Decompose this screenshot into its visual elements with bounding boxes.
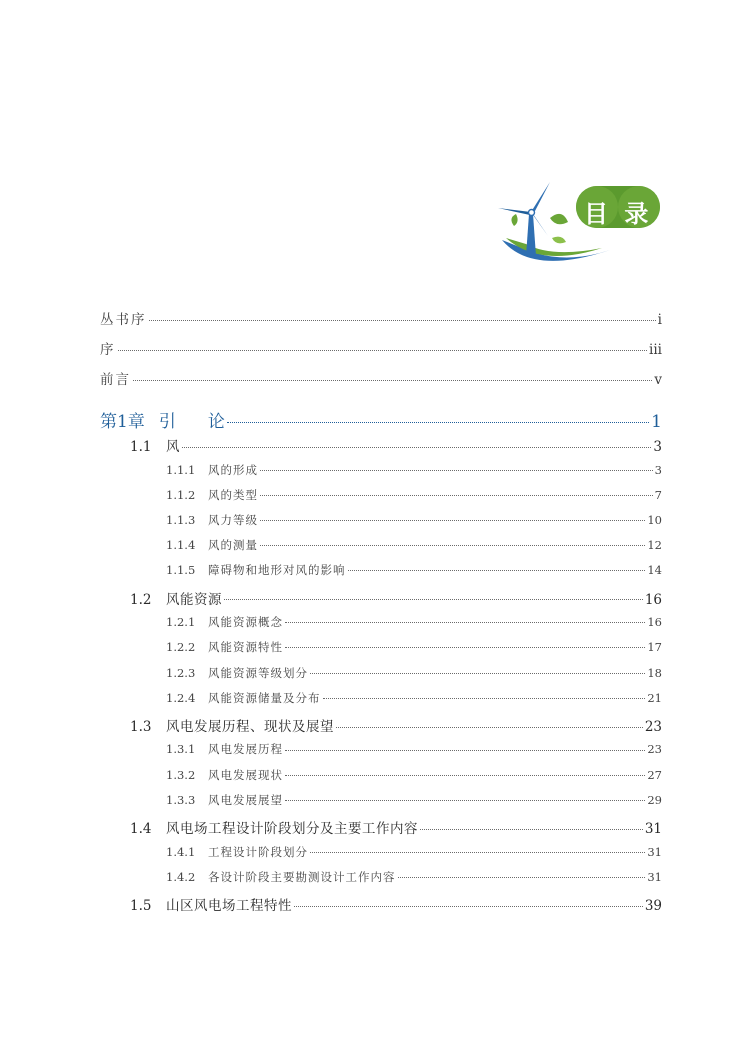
subsection-number: 1.2.3 — [166, 665, 196, 680]
subsection-page: 27 — [647, 767, 662, 782]
section-number: 1.3 — [130, 718, 152, 735]
dot-leader — [285, 771, 645, 775]
toc-subsection-entry[interactable] — [100, 767, 662, 792]
subsection-title: 风电发展现状 — [208, 767, 283, 782]
section-number: 1.1 — [130, 439, 152, 455]
section-number: 1.4 — [130, 821, 152, 838]
subsection-number: 1.3.3 — [166, 792, 196, 807]
section-title: 风 — [166, 439, 180, 455]
subsection-title: 工程设计阶段划分 — [208, 844, 308, 859]
toc-subsection-entry[interactable] — [100, 537, 662, 562]
toc-entry-title: 序 — [100, 342, 116, 358]
dot-leader — [294, 902, 643, 907]
subsection-number: 1.3.2 — [166, 767, 196, 782]
dot-leader — [420, 825, 643, 830]
toc-subsection-entry[interactable] — [100, 844, 662, 869]
dot-leader — [260, 542, 645, 546]
subsection-title: 各设计阶段主要勘测设计工作内容 — [208, 869, 396, 884]
subsection-page: 10 — [647, 512, 662, 527]
toc-entry-page: v — [654, 372, 662, 388]
dot-leader — [224, 595, 643, 600]
toc-section-entry[interactable] — [100, 817, 662, 844]
subsection-page: 3 — [654, 462, 662, 477]
subsection-page: 31 — [647, 844, 662, 859]
section-page: 31 — [644, 821, 662, 838]
toc-entry-page: i — [657, 312, 662, 328]
section-title: 风电场工程设计阶段划分及主要工作内容 — [166, 821, 418, 838]
subsection-title: 障碍物和地形对风的影响 — [208, 563, 346, 578]
dot-leader — [310, 669, 645, 673]
dot-leader — [310, 848, 645, 852]
subsection-page: 23 — [647, 742, 662, 757]
subsection-page: 17 — [647, 640, 662, 655]
subsection-title: 风的测量 — [208, 538, 258, 553]
toc-subsection-entry[interactable] — [100, 562, 662, 587]
subsection-page: 21 — [647, 690, 662, 705]
toc-section-entry[interactable] — [100, 588, 662, 615]
dot-leader — [285, 797, 645, 801]
section-title: 风能资源 — [166, 591, 222, 608]
toc-title: 目 录 — [584, 200, 653, 228]
toc-subsection-entry[interactable] — [100, 869, 662, 894]
section-number: 1.2 — [130, 591, 152, 608]
toc-subsection-entry[interactable] — [100, 462, 662, 487]
dot-leader — [260, 466, 653, 470]
table-of-contents — [100, 308, 662, 921]
toc-section-entry[interactable] — [100, 894, 662, 921]
toc-front-entry[interactable] — [100, 338, 662, 368]
dot-leader — [285, 619, 645, 623]
dot-leader — [348, 567, 646, 571]
toc-subsection-entry[interactable] — [100, 512, 662, 537]
chapter-title-second: 论 — [207, 412, 225, 432]
subsection-title: 风电发展展望 — [208, 792, 283, 807]
subsection-title: 风能资源特性 — [208, 640, 283, 655]
dot-leader — [336, 722, 643, 727]
toc-entry-title: 前言 — [100, 372, 131, 388]
toc-chapter-entry[interactable] — [100, 407, 662, 435]
subsection-page: 18 — [647, 665, 662, 680]
subsection-number: 1.1.1 — [166, 462, 196, 477]
toc-front-entry[interactable] — [100, 368, 662, 398]
toc-subsection-entry[interactable] — [100, 614, 662, 639]
section-page: 16 — [644, 591, 662, 608]
dot-leader — [227, 417, 649, 423]
toc-header-logo — [492, 178, 664, 270]
dot-leader — [118, 346, 648, 351]
subsection-title: 风的形成 — [208, 462, 258, 477]
chapter-number: 第1章 — [100, 412, 145, 432]
toc-subsection-entry[interactable] — [100, 487, 662, 512]
chapter-title-first: 引 — [158, 412, 194, 432]
subsection-number: 1.1.2 — [166, 487, 196, 502]
subsection-title: 风能资源概念 — [208, 615, 283, 630]
section-page: 39 — [644, 898, 662, 914]
dot-leader — [260, 517, 645, 521]
dot-leader — [323, 694, 646, 698]
subsection-page: 16 — [647, 615, 662, 630]
subsection-number: 1.1.4 — [166, 538, 196, 553]
toc-subsection-entry[interactable] — [100, 639, 662, 664]
subsection-number: 1.2.4 — [166, 690, 196, 705]
subsection-number: 1.2.1 — [166, 615, 196, 630]
subsection-number: 1.3.1 — [166, 742, 196, 757]
subsection-number: 1.1.5 — [166, 563, 196, 578]
toc-front-entry[interactable] — [100, 308, 662, 338]
subsection-number: 1.4.2 — [166, 869, 196, 884]
dot-leader — [149, 316, 656, 321]
section-title: 山区风电场工程特性 — [166, 898, 292, 914]
subsection-title: 风电发展历程 — [208, 742, 283, 757]
subsection-page: 7 — [654, 487, 662, 502]
subsection-number: 1.2.2 — [166, 640, 196, 655]
dot-leader — [285, 644, 645, 648]
dot-leader — [398, 874, 646, 878]
subsection-title: 风能资源等级划分 — [208, 665, 308, 680]
subsection-page: 12 — [647, 538, 662, 553]
dot-leader — [285, 746, 645, 750]
subsection-page: 14 — [647, 563, 662, 578]
toc-entry-page: iii — [649, 342, 662, 358]
subsection-number: 1.4.1 — [166, 844, 196, 859]
section-page: 23 — [644, 718, 662, 735]
chapter-page: 1 — [651, 412, 662, 432]
dot-leader — [182, 443, 651, 448]
dot-leader — [260, 491, 653, 495]
toc-subsection-entry[interactable] — [100, 792, 662, 817]
section-page: 3 — [653, 439, 662, 455]
section-title: 风电发展历程、现状及展望 — [166, 718, 334, 735]
toc-entry-title: 丛书序 — [100, 312, 147, 328]
toc-section-entry[interactable] — [100, 715, 662, 742]
toc-subsection-entry[interactable] — [100, 665, 662, 690]
toc-subsection-entry[interactable] — [100, 741, 662, 766]
dot-leader — [133, 376, 652, 381]
subsection-title: 风力等级 — [208, 512, 258, 527]
section-number: 1.5 — [130, 898, 152, 914]
subsection-title: 风能资源储量及分布 — [208, 690, 321, 705]
subsection-page: 31 — [647, 869, 662, 884]
toc-subsection-entry[interactable] — [100, 690, 662, 715]
subsection-number: 1.1.3 — [166, 512, 196, 527]
subsection-title: 风的类型 — [208, 487, 258, 502]
toc-section-entry[interactable] — [100, 435, 662, 462]
subsection-page: 29 — [647, 792, 662, 807]
